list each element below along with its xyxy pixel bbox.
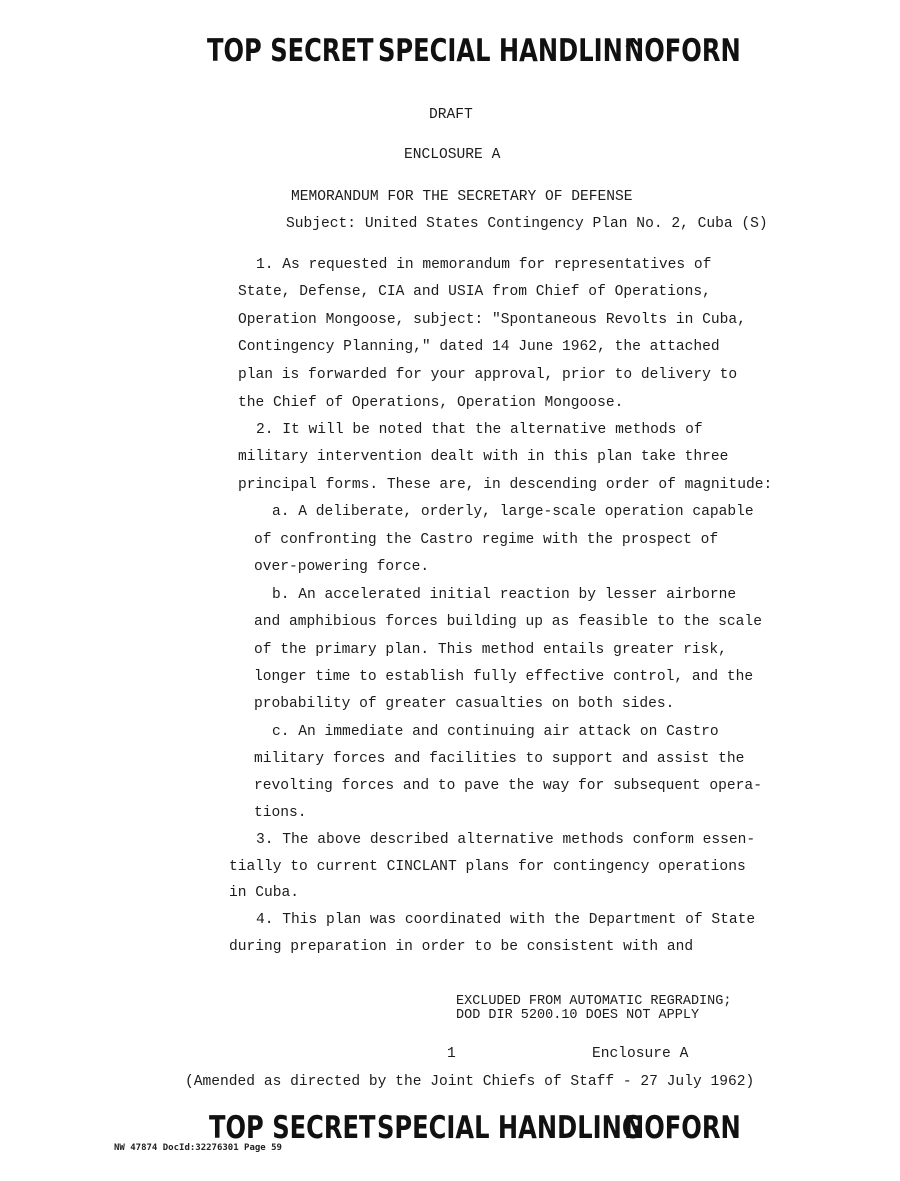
body-line: Contingency Planning," dated 14 June 1962, the attached [238,339,720,355]
body-line: principal forms. These are, in descending order of magnitude: [238,477,773,493]
body-line: military forces and facilities to support and assist the [254,751,745,767]
enclosure-label: ENCLOSURE A [404,147,501,163]
page-number: 1 [447,1046,456,1062]
body-line: tially to current CINCLANT plans for contingency operations [229,859,746,875]
body-line: b. An accelerated initial reaction by lesser airborne [272,587,737,603]
regrading-line: EXCLUDED FROM AUTOMATIC REGRADING; [456,994,732,1009]
memo-addressee: MEMORANDUM FOR THE SECRETARY OF DEFENSE [291,189,633,205]
body-line: c. An immediate and continuing air attack on Castro [272,724,719,740]
body-line: of the primary plan. This method entails greater risk, [254,642,727,658]
top-banner-special-handling: SPECIAL HANDLIN^ [378,33,644,69]
body-line: and amphibious forces building up as feasible to the scale [254,614,762,630]
body-line: revolting forces and to pave the way for subsequent opera- [254,778,762,794]
bottom-banner-noforn: NOFORN [624,1110,741,1146]
body-line: 4. This plan was coordinated with the Department of State [256,912,756,928]
body-line: 2. It will be noted that the alternative methods of [256,422,703,438]
document-id-stamp: NW 47874 DocId:32276301 Page 59 [114,1143,282,1153]
top-banner-top-secret: TOP SECRET [207,33,374,69]
memo-subject: Subject: United States Contingency Plan No. 2, Cuba (S) [286,216,768,232]
body-line: military intervention dealt with in this plan take three [238,449,729,465]
body-line: longer time to establish fully effective control, and the [254,669,754,685]
bottom-banner-special-handling: SPECIAL HANDLING [377,1110,642,1146]
amendment-note: (Amended as directed by the Joint Chiefs of Staff - 27 July 1962) [185,1074,755,1090]
body-line: tions. [254,805,307,821]
body-line: Operation Mongoose, subject: "Spontaneous Revolts in Cuba, [238,312,746,328]
body-line: during preparation in order to be consistent with and [229,939,694,955]
body-line: State, Defense, CIA and USIA from Chief of Operations, [238,284,711,300]
body-line: in Cuba. [229,885,300,901]
body-line: the Chief of Operations, Operation Mongoose. [238,395,624,411]
regrading-line: DOD DIR 5200.10 DOES NOT APPLY [456,1008,700,1023]
body-line: a. A deliberate, orderly, large-scale operation capable [272,504,754,520]
footer-enclosure-label: Enclosure A [592,1046,689,1062]
body-line: 1. As requested in memorandum for representatives of [256,257,712,273]
body-line: of confronting the Castro regime with the prospect of [254,532,719,548]
body-line: probability of greater casualties on both sides. [254,696,675,712]
top-banner-noforn: NOFORN [624,33,741,69]
bottom-banner-top-secret: TOP SECRET [209,1110,376,1146]
body-line: 3. The above described alternative methods conform essen- [256,832,756,848]
body-line: plan is forwarded for your approval, prior to delivery to [238,367,738,383]
body-line: over-powering force. [254,559,430,575]
draft-label: DRAFT [429,107,473,123]
